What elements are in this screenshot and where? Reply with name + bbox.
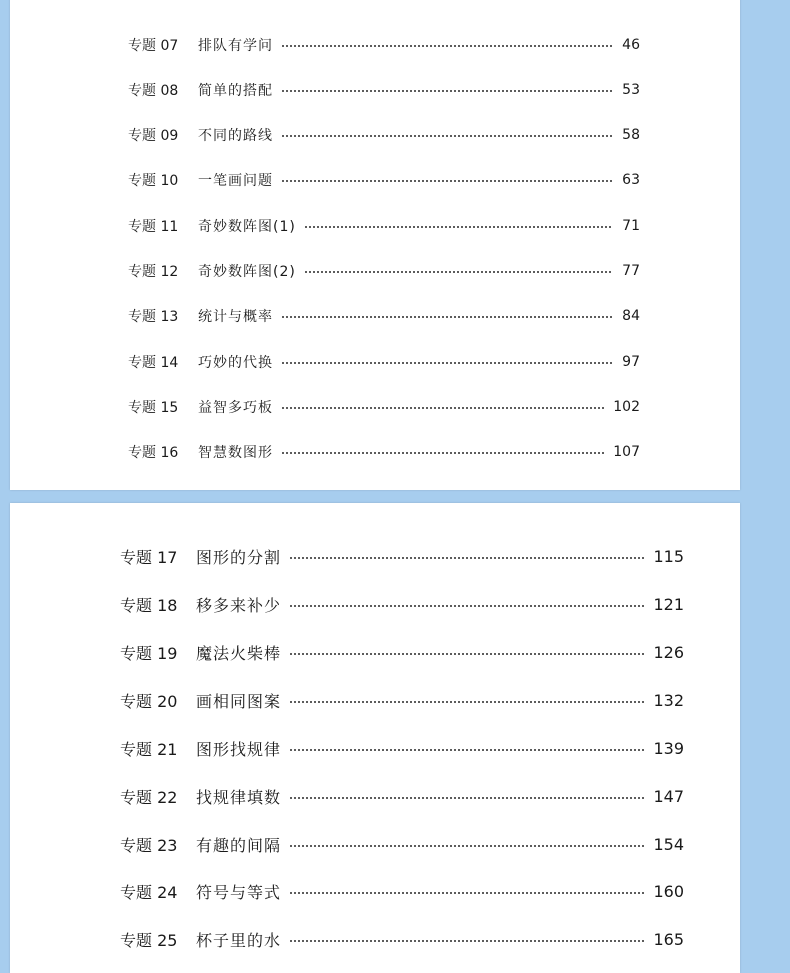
toc-entry (120, 689, 684, 712)
dot-leader (281, 407, 605, 409)
toc-page-number: 154 (653, 835, 684, 854)
toc-card-upper (10, 0, 740, 490)
toc-entry (128, 442, 640, 462)
dot-leader (289, 749, 645, 751)
dot-leader (281, 90, 612, 92)
dot-leader (289, 701, 645, 703)
toc-entry (128, 0, 640, 2)
dot-leader (281, 452, 605, 454)
toc-title: 排队有学问 (198, 38, 273, 54)
toc-title: 一笔画问题 (198, 173, 273, 189)
toc-page-number: 165 (653, 930, 684, 949)
dot-leader (289, 940, 645, 942)
toc-title: 找规律填数 (196, 788, 282, 807)
toc-topic-number: 专题 18 (120, 596, 178, 615)
toc-topic-number: 专题 14 (128, 355, 179, 371)
toc-title: 统计与概率 (198, 309, 273, 325)
toc-entry (120, 737, 684, 760)
dot-leader (281, 45, 612, 47)
toc-page-number: 53 (622, 82, 640, 98)
toc-page-number: 126 (653, 643, 684, 662)
toc-title: 图形的分割 (196, 548, 282, 567)
dot-leader (289, 557, 645, 559)
toc-page-number: 115 (653, 547, 684, 566)
dot-leader (281, 316, 612, 318)
toc-topic-number: 专题 13 (128, 309, 179, 325)
toc-entry (128, 80, 640, 100)
toc-entry (120, 928, 684, 951)
dot-leader (281, 362, 612, 364)
toc-title: 益智多巧板 (198, 400, 273, 416)
dot-leader (304, 226, 612, 228)
toc-topic-number: 专题 10 (128, 173, 179, 189)
toc-title: 移多来补少 (196, 596, 282, 615)
toc-topic-number: 专题 19 (120, 644, 178, 663)
dot-leader (289, 605, 645, 607)
toc-entry (128, 216, 640, 236)
toc-title: 奇妙数阵图(2) (198, 264, 296, 280)
dot-leader (289, 845, 645, 847)
toc-entry (128, 352, 640, 372)
toc-title: 简单的搭配 (198, 83, 273, 99)
toc-page-number: 147 (653, 787, 684, 806)
toc-title: 不同的路线 (198, 128, 273, 144)
toc-entry (120, 833, 684, 856)
toc-title: 奇妙数阵图(1) (198, 219, 296, 235)
toc-topic-number (128, 0, 198, 2)
toc-title (198, 0, 273, 2)
dot-leader (304, 271, 612, 273)
toc-page-number: 84 (622, 308, 640, 324)
toc-topic-number: 专题 11 (128, 219, 179, 235)
toc-topic-number: 专题 20 (120, 692, 178, 711)
toc-page-number: 97 (622, 354, 640, 370)
toc-topic-number: 专题 17 (120, 548, 178, 567)
toc-entry (128, 170, 640, 190)
toc-title: 图形找规律 (196, 740, 282, 759)
toc-entry (120, 593, 684, 616)
toc-card-lower (10, 503, 740, 973)
toc-topic-number: 专题 23 (120, 836, 178, 855)
toc-page-number: 139 (653, 739, 684, 758)
toc-topic-number: 专题 16 (128, 445, 179, 461)
toc-title: 智慧数图形 (198, 445, 273, 461)
toc-topic-number: 专题 07 (128, 38, 179, 54)
toc-topic-number: 专题 25 (120, 931, 178, 950)
toc-page-number: 102 (613, 399, 640, 415)
dot-leader (289, 653, 645, 655)
toc-page-number: 63 (622, 172, 640, 188)
toc-topic-number: 专题 09 (128, 128, 179, 144)
toc-title: 画相同图案 (196, 692, 282, 711)
toc-title: 符号与等式 (196, 883, 282, 902)
toc-title: 有趣的间隔 (196, 836, 282, 855)
toc-entry (120, 545, 684, 568)
toc-topic-number: 专题 24 (120, 883, 178, 902)
toc-page-number: 132 (653, 691, 684, 710)
toc-page-number: 58 (622, 127, 640, 143)
toc-entry (128, 397, 640, 417)
dot-leader (289, 797, 645, 799)
dot-leader (281, 135, 612, 137)
toc-topic-number: 专题 21 (120, 740, 178, 759)
toc-page-number: 107 (613, 444, 640, 460)
dot-leader (281, 180, 612, 182)
toc-page-number: 160 (653, 882, 684, 901)
toc-entry (128, 125, 640, 145)
dot-leader (289, 892, 645, 894)
toc-entry (128, 261, 640, 281)
toc-entry (120, 785, 684, 808)
toc-topic-number: 专题 22 (120, 788, 178, 807)
toc-page-number: 46 (622, 37, 640, 53)
toc-page-number: 77 (622, 263, 640, 279)
toc-entry (120, 880, 684, 903)
toc-topic-number: 专题 12 (128, 264, 179, 280)
toc-entry (128, 35, 640, 55)
toc-entry (120, 641, 684, 664)
toc-title: 杯子里的水 (196, 931, 282, 950)
toc-entry (128, 306, 640, 326)
toc-title: 魔法火柴棒 (196, 644, 282, 663)
toc-topic-number: 专题 15 (128, 400, 179, 416)
toc-title: 巧妙的代换 (198, 355, 273, 371)
toc-topic-number: 专题 08 (128, 83, 179, 99)
toc-page-number: 121 (653, 595, 684, 614)
toc-page-number: 71 (622, 218, 640, 234)
